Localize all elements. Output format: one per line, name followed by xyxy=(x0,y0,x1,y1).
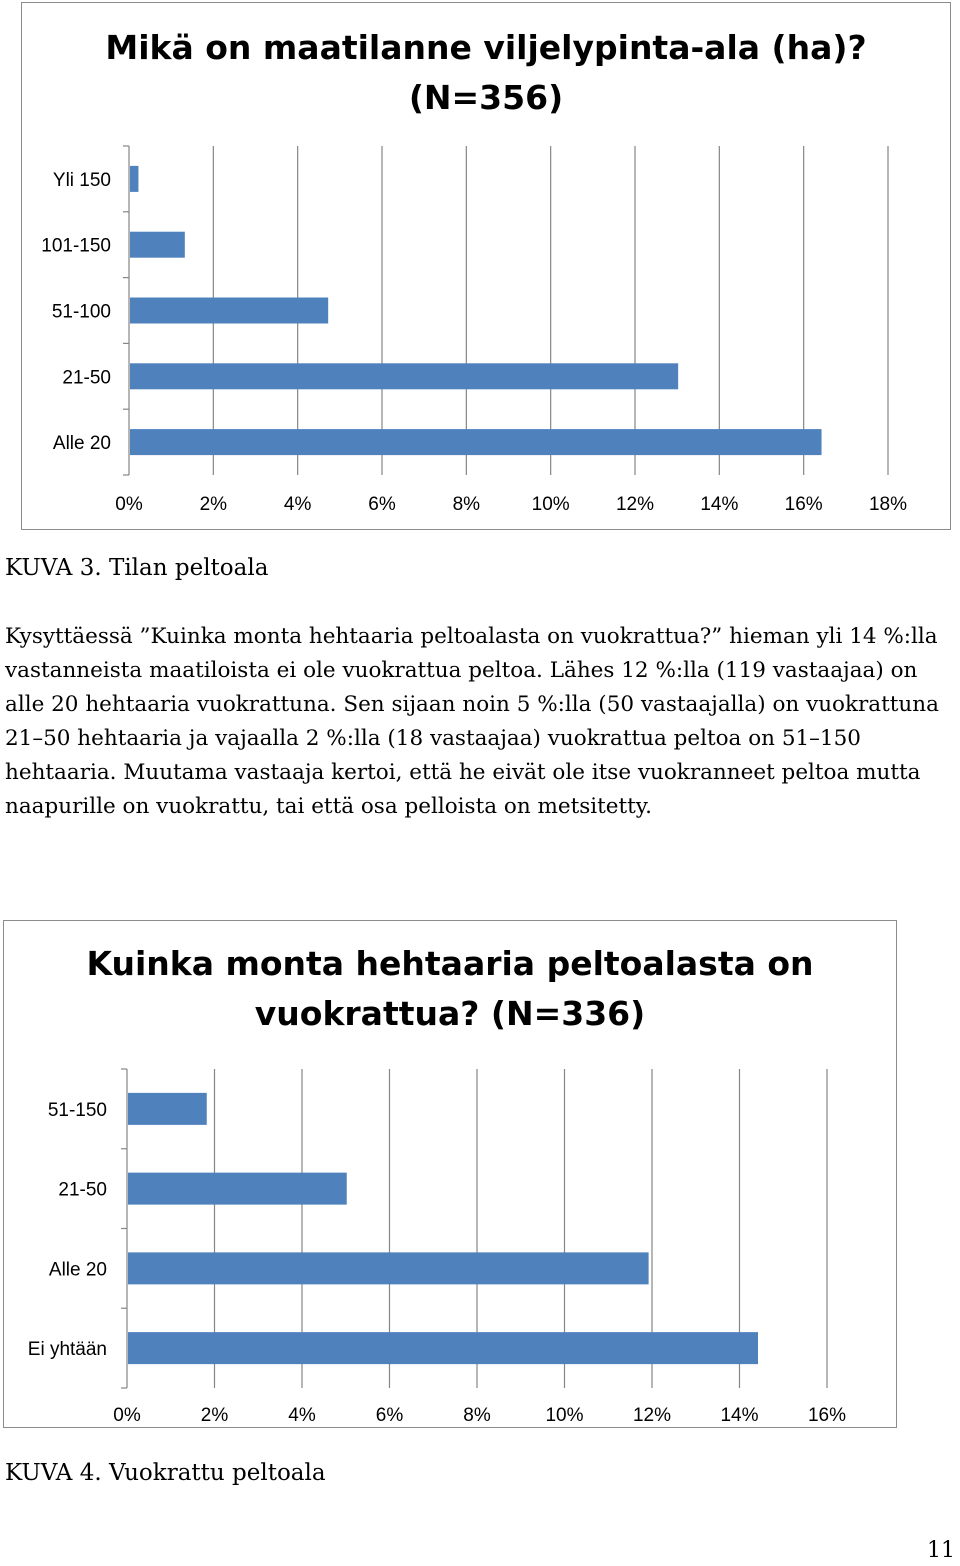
page-number: 11 xyxy=(927,1538,955,1563)
x-tick-label: 14% xyxy=(720,1405,759,1426)
x-tick-label: 4% xyxy=(283,494,312,515)
bar xyxy=(128,1252,649,1284)
category-label: 21-50 xyxy=(62,367,111,389)
x-tick-label: 8% xyxy=(452,494,481,515)
chart-title-line-2: (N=356) xyxy=(408,78,564,117)
category-label: 101-150 xyxy=(41,235,111,257)
x-tick-label: 6% xyxy=(368,494,396,515)
category-label: Ei yhtään xyxy=(27,1339,107,1361)
bar xyxy=(130,429,822,455)
x-tick-label: 6% xyxy=(375,1405,404,1426)
chart-title-line-2: vuokrattua? (N=336) xyxy=(254,994,646,1033)
x-tick-label: 12% xyxy=(632,1405,672,1426)
bar xyxy=(130,363,678,389)
x-tick-label: 14% xyxy=(700,494,739,515)
x-tick-label: 0% xyxy=(113,1405,141,1426)
category-label: Alle 20 xyxy=(48,1259,107,1281)
x-tick-label: 2% xyxy=(199,494,228,515)
chart-title-line-1: Mikä on maatilanne viljelypinta-ala (ha)? xyxy=(105,28,867,67)
figure-caption-4: KUVA 4. Vuokrattu peltoala xyxy=(5,1460,326,1486)
bar-chart-plot xyxy=(4,921,898,1429)
category-label: 51-150 xyxy=(47,1099,107,1121)
x-tick-label: 16% xyxy=(784,494,823,515)
chart-rented-area xyxy=(3,920,897,1428)
x-tick-label: 10% xyxy=(545,1405,584,1426)
category-label: 21-50 xyxy=(58,1179,107,1201)
bar xyxy=(128,1173,347,1205)
x-tick-label: 2% xyxy=(200,1405,229,1426)
x-tick-label: 4% xyxy=(288,1405,316,1426)
paragraph-text: Kysyttäessä ”Kuinka monta hehtaaria peltoalasta on vuokrattua?” hieman yli 14 %:lla vastanneista maatiloista ei ole vuokrattua peltoa. Lähes 12 %:lla (119 vastaajaa) on alle 20 hehtaaria vuokrattuna. Sen sijaan noin 5 %:lla (50 vastaajalla) on vuokrattuna 21–50 hehtaaria ja vajaalla 2 %:lla (18 vastaajaa) vuokrattua peltoa on 51–150 hehtaaria. Muutama vastaaja kertoi, että he eivät ole itse vuokranneet peltoa mutta naapurille on vuokrattu, tai että osa pelloista on metsitetty. xyxy=(5,624,939,819)
bar-chart-plot xyxy=(22,3,952,531)
category-label: Yli 150 xyxy=(52,169,111,191)
x-tick-label: 12% xyxy=(615,494,655,515)
bar xyxy=(128,1332,758,1364)
x-tick-label: 8% xyxy=(463,1405,491,1426)
category-label: 51-100 xyxy=(51,301,111,323)
bar xyxy=(130,166,138,192)
chart-title-line-1: Kuinka monta hehtaaria peltoalasta on xyxy=(86,944,814,983)
x-tick-label: 0% xyxy=(115,494,143,515)
x-tick-label: 16% xyxy=(807,1405,847,1426)
bar xyxy=(128,1093,207,1125)
x-tick-label: 10% xyxy=(531,494,570,515)
category-label: Alle 20 xyxy=(52,433,111,455)
x-tick-label: 18% xyxy=(868,494,908,515)
body-paragraph xyxy=(5,620,950,824)
bar xyxy=(130,232,185,258)
bar xyxy=(130,298,328,324)
figure-caption-3: KUVA 3. Tilan peltoala xyxy=(5,555,269,581)
chart-field-area xyxy=(21,2,951,530)
